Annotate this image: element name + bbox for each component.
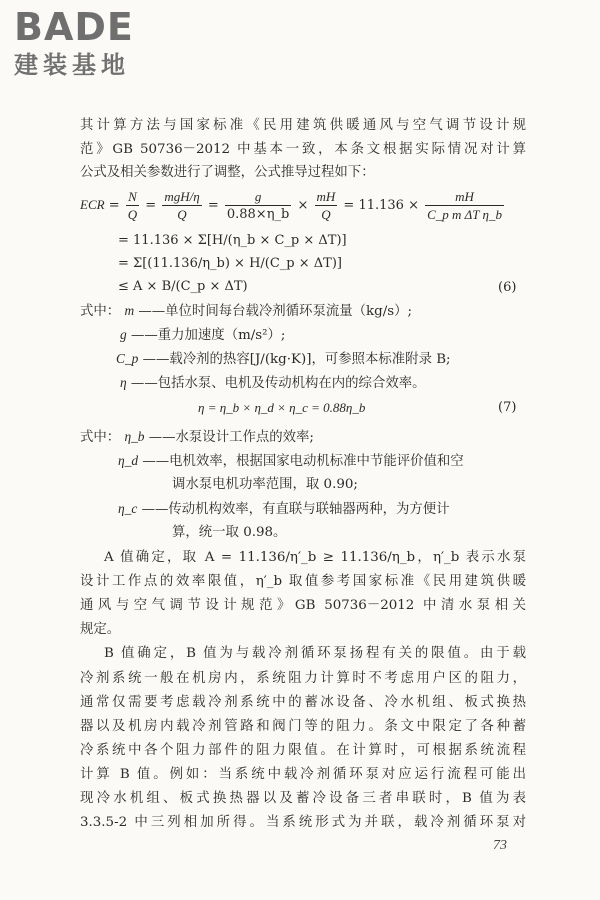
para-b-line-3: 通常仅需要考虑载冷剂系统中的蓄冰设备、冷水机组、板式换热 [80, 695, 526, 710]
def-g [120, 325, 285, 346]
eq6-frac-5-den: C_p m ΔT η_b [427, 207, 502, 222]
def-eta-c-cont: 算，统一取 0.98。 [172, 525, 287, 540]
eq6-times: × [297, 198, 309, 213]
intro-line-3: 公式及相关参数进行了调整，公式推导过程如下： [80, 165, 375, 180]
def-m [80, 301, 412, 322]
para-a-line-1: A 值确定，取 A = 11.136/η′_b ≥ 11.136/η_b，η′_b 表示水泵 [104, 550, 526, 565]
eq6-frac-4-num: mH [316, 189, 336, 204]
eq6-frac-3-den: 0.88×η_b [226, 207, 290, 222]
def-eta-d-cont: 调水泵电机功率范围，取 0.90; [172, 477, 358, 492]
def-text: 单位时间每台载冷剂循环泵流量（kg/s）; [165, 304, 412, 319]
equation-7: η = η_b × η_d × η_c = 0.88η_b [198, 400, 366, 415]
eq6-frac-1 [126, 188, 139, 223]
def-text: 载冷剂的热容[J/(kg·K)]，可参照本标准附录 B; [169, 352, 451, 367]
eq6-frac-1-den: Q [127, 207, 138, 222]
logo-subtitle: 建装基地 [14, 51, 130, 79]
eq6-equals: = [108, 198, 120, 213]
eq6-frac-3 [225, 188, 291, 223]
def-text: 重力加速度（m/s²）; [157, 328, 286, 343]
eq6-equals-2: = [145, 198, 157, 213]
eq6-mid: = 11.136 × [343, 198, 419, 213]
def-text: 包括水泵、电机及传动机构在内的综合效率。 [157, 376, 426, 391]
equation-6-line-1 [80, 188, 506, 223]
eq6-frac-5 [425, 188, 504, 223]
def-text: 传动机构效率，有直联与联轴器两种，为方便计 [168, 502, 450, 517]
logo [14, 6, 134, 80]
eq6-frac-2-num: mgH/η [164, 189, 200, 204]
para-b-line-7: 现冷水机组、板式换热器以及蓄冷设备三者串联时，B 值为表 [80, 791, 526, 806]
def-dash: —— [130, 376, 158, 391]
para-b-line-8: 3.3.5-2 中三列相加所得。当系统形式为并联，载冷剂循环泵对 [80, 815, 526, 830]
def-symbol: η_d [118, 453, 139, 468]
def-dash: —— [130, 328, 158, 343]
def-dash: —— [142, 352, 170, 367]
eq6-frac-3-num: g [225, 188, 291, 206]
def-text: 水泵设计工作点的效率; [175, 430, 314, 445]
eq6-equals-3: = [207, 198, 219, 213]
equation-6-line-3: = Σ[(11.136/η_b) × H/(C_p × ΔT)] [118, 256, 342, 271]
def-dash: —— [138, 304, 166, 319]
def-symbol: η_c [118, 501, 138, 516]
para-b-line-1: B 值确定，B 值为与载冷剂循环泵扬程有关的限值。由于载 [104, 646, 526, 661]
def-dash: —— [142, 454, 170, 469]
para-b-line-2: 冷剂系统一般在机房内，系统阻力计算时不考虑用户区的阻力， [80, 671, 526, 686]
para-b-line-6: 计算 B 值。例如：当系统中载冷剂循环泵对应运行流程可能出 [80, 767, 526, 782]
def-cp [116, 349, 451, 370]
intro-line-2: 范》GB 50736－2012 中基本一致，本条文根据实际情况对计算 [80, 142, 526, 157]
eq6-frac-1-num: N [126, 188, 139, 206]
def-eta-d [118, 451, 464, 472]
def-text: 电机效率，根据国家电动机标准中节能评价值和空 [169, 454, 464, 469]
def-eta [120, 373, 426, 394]
equation-6-line-4: ≤ A × B/(C_p × ΔT) [118, 279, 248, 294]
def-symbol: η [120, 375, 127, 390]
intro-line-1: 其计算方法与国家标准《民用建筑供暖通风与空气调节设计规 [80, 118, 526, 133]
eq6-frac-5-num: mH [425, 188, 504, 206]
eq6-frac-4-den: Q [321, 207, 331, 222]
def-eta-b [80, 427, 314, 448]
eq6-lhs: ECR [80, 197, 105, 212]
def-dash: —— [141, 502, 169, 517]
eq6-frac-2 [162, 188, 201, 223]
para-b-line-5: 冷系统中各个阻力部件的阻力限值。在计算时，可根据系统流程 [80, 743, 526, 758]
def-symbol: m [124, 303, 135, 318]
def-symbol: g [120, 327, 127, 342]
def-symbol: C_p [116, 351, 139, 366]
def-head: 式中： [80, 430, 121, 445]
equation-6-number: (6) [498, 280, 517, 295]
eq6-frac-2-den: Q [177, 207, 187, 222]
para-a-line-3: 通风与空气调节设计规范》GB 50736－2012 中清水泵相关 [80, 598, 526, 613]
page-number: 73 [493, 838, 507, 853]
def-head: 式中： [80, 304, 121, 319]
eq6-frac-4 [315, 188, 338, 223]
para-a-line-4: 规定。 [80, 622, 121, 637]
para-b-line-4: 器以及机房内载冷剂管路和阀门等的阻力。条文中限定了各种蓄 [80, 719, 526, 734]
def-eta-c [118, 499, 450, 520]
equation-7-number: (7) [498, 400, 517, 415]
logo-wordmark: BADE [14, 5, 134, 49]
def-symbol: η_b [124, 429, 145, 444]
equation-6-line-2: = 11.136 × Σ[H/(η_b × C_p × ΔT)] [118, 233, 347, 248]
para-a-line-2: 设计工作点的效率限值，η′_b 取值参考国家标准《民用建筑供暖 [80, 574, 526, 589]
def-dash: —— [148, 430, 176, 445]
